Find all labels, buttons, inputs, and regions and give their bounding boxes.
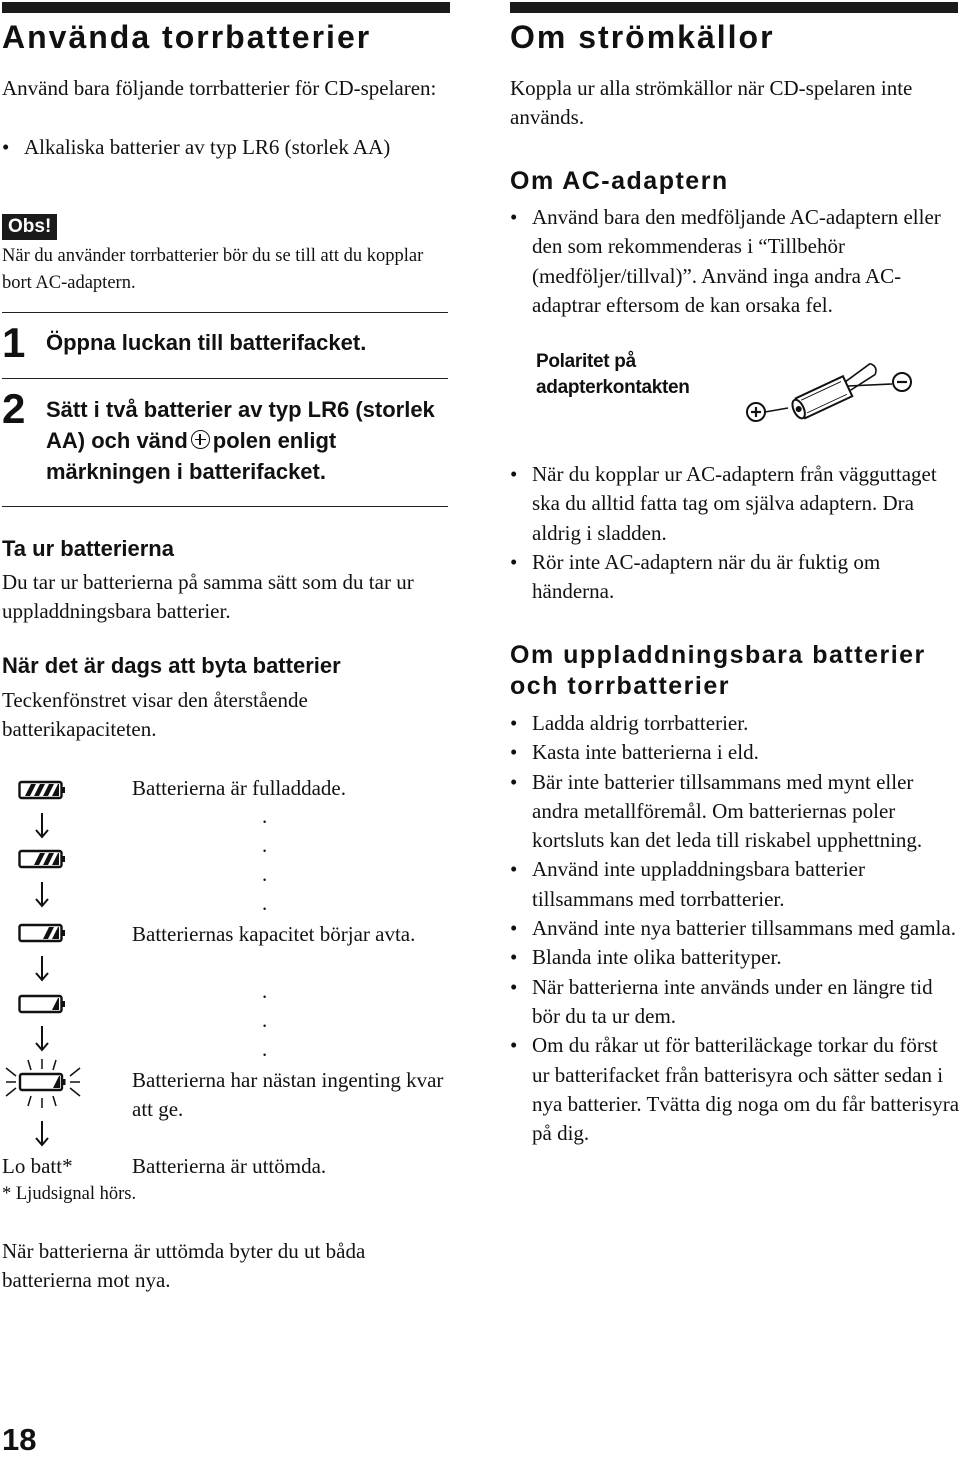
step-1-text: Öppna luckan till batterifacket. xyxy=(46,330,367,355)
arrow-down-icon xyxy=(30,812,54,840)
list-item: • Använd inte uppladdningsbara batterier tillsammans med torrbatterier. xyxy=(510,855,960,914)
indicator-almost-empty-text: Batterierna har nästan ingenting kvar att ge. xyxy=(132,1068,444,1122)
list-item: • Använd inte nya batterier tillsammans med gamla. xyxy=(510,914,960,943)
divider xyxy=(2,506,448,507)
section-heading-batteries: Använda torrbatterier xyxy=(2,19,372,55)
list-item: • Om du råkar ut för batteriläckage torkar du först ur batterifacket från batterisyra och sätter sedan i nya batterier. Tvätta dig noga om du får batterisyra på dig. xyxy=(510,1031,960,1148)
indicator-decrease-text: Batteriernas kapacitet börjar avta. xyxy=(132,922,416,946)
ellipsis-dot: . xyxy=(262,1008,268,1032)
arrow-down-icon xyxy=(30,881,54,909)
ellipsis-dot: . xyxy=(262,1037,268,1061)
page-number: 18 xyxy=(2,1422,37,1457)
ellipsis-dot: . xyxy=(262,891,268,915)
footnote: * Ljudsignal hörs. xyxy=(2,1184,137,1204)
battery-flashing-icon xyxy=(4,1058,82,1110)
replace-batteries-heading: När det är dags att byta batterier xyxy=(2,653,341,678)
indicator-empty-text: Batterierna är uttömda. xyxy=(132,1154,327,1178)
section-heading-power: Om strömkällor xyxy=(510,19,775,55)
ellipsis-dot: . xyxy=(262,804,268,828)
step-2-text-b: polen enligt märkningen i batterifacket. xyxy=(46,428,337,484)
power-intro-text: Koppla ur alla strömkällor när CD-spelaren inte används. xyxy=(510,76,913,130)
obs-label: Obs! xyxy=(2,214,57,240)
obs-text: När du använder torrbatterier bör du se till att du kopplar bort AC-adaptern. xyxy=(2,246,424,293)
battery-two-thirds-icon xyxy=(18,848,66,872)
list-item: • När batterierna inte används under en längre tid bör du ta ur dem. xyxy=(510,973,960,1032)
list-item: • Använd bara den medföljande AC-adaptern eller den som rekommenderas i “Tillbehör (medföljer/tillval)”. Använd inga andra AC-adaptrar eftersom de kan orsaka fel. xyxy=(510,203,960,320)
battery-full-icon xyxy=(18,779,66,803)
batteries-heading: Om uppladdningsbara batterier och torrbatterier xyxy=(510,641,926,700)
closing-text: När batterierna är uttömda byter du ut båda batterierna mot nya. xyxy=(2,1239,366,1293)
battery-empty-icon xyxy=(18,993,66,1017)
arrow-down-icon xyxy=(30,1120,54,1148)
polarity-label: Polaritet på adapterkontakten xyxy=(536,351,690,398)
list-item: • Alkaliska batterier av typ LR6 (storlek AA) xyxy=(2,133,422,162)
ac-adapter-list-2 xyxy=(510,460,960,606)
ac-adapter-list xyxy=(510,203,960,320)
plug-polarity-icon xyxy=(740,348,920,430)
replace-batteries-text: Teckenfönstret visar den återstående batterikapaciteten. xyxy=(2,688,308,742)
right-header-bar xyxy=(510,2,958,13)
remove-batteries-text: Du tar ur batterierna på samma sätt som du tar ur uppladdningsbara batterier. xyxy=(2,570,414,624)
remove-batteries-heading: Ta ur batterierna xyxy=(2,536,174,561)
step-2-text xyxy=(46,394,446,487)
indicator-full-text: Batterierna är fulladdade. xyxy=(132,776,346,800)
ellipsis-dot: . xyxy=(262,833,268,857)
left-header-bar xyxy=(2,2,450,13)
list-item: • Kasta inte batterierna i eld. xyxy=(510,738,960,767)
ellipsis-dot: . xyxy=(262,862,268,886)
ac-adapter-heading: Om AC-adaptern xyxy=(510,167,729,195)
arrow-down-icon xyxy=(30,955,54,983)
list-item: • Rör inte AC-adaptern när du är fuktig om händerna. xyxy=(510,548,960,607)
list-item: • Bär inte batterier tillsammans med mynt eller andra metallföremål. Om batteriernas poler kortsluts kan det leda till riskabel upphettning. xyxy=(510,768,960,856)
plus-polarity-icon xyxy=(191,430,210,449)
lo-batt-label: Lo batt* xyxy=(2,1154,73,1178)
list-item: • När du kopplar ur AC-adaptern från vägguttaget ska du alltid fatta tag om själva adaptern. Dra aldrig i sladden. xyxy=(510,460,960,548)
ellipsis-dot: . xyxy=(262,979,268,1003)
list-item: • Blanda inte olika batterityper. xyxy=(510,943,960,972)
battery-one-third-icon xyxy=(18,922,66,946)
divider xyxy=(2,378,448,379)
step-2-text-a: Sätt i två batterier av typ LR6 (storlek AA) och vänd xyxy=(46,397,435,453)
arrow-down-icon xyxy=(30,1025,54,1053)
step-number-1: 1 xyxy=(2,319,26,366)
batteries-list xyxy=(510,709,960,1148)
step-number-2: 2 xyxy=(2,385,26,432)
intro-text: Använd bara följande torrbatterier för CD-spelaren: xyxy=(2,76,437,100)
divider xyxy=(2,312,448,313)
intro-bullet-list xyxy=(2,133,422,162)
list-item: • Ladda aldrig torrbatterier. xyxy=(510,709,960,738)
